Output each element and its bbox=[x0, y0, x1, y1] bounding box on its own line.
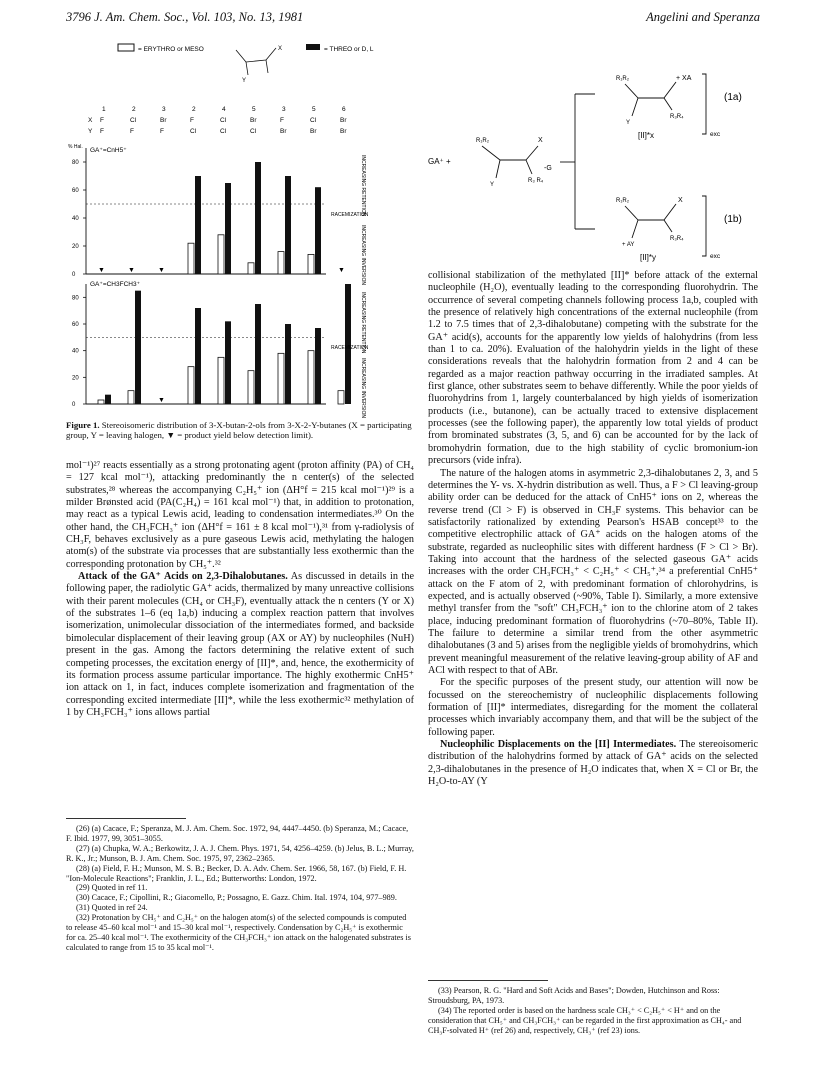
scheme-a-y: Y bbox=[626, 120, 631, 126]
substrate-x: Cl bbox=[130, 117, 137, 124]
scheme-label-1a: (1a) bbox=[724, 92, 742, 103]
bar-threo bbox=[105, 395, 111, 404]
below-detection-marker: ▼ bbox=[128, 267, 135, 274]
below-detection-marker: ▼ bbox=[158, 397, 165, 404]
legend-mol-y: Y bbox=[242, 78, 247, 84]
scheme-reactant-r3: R₃ R₄ bbox=[528, 178, 544, 184]
substrate-y: Br bbox=[310, 128, 317, 135]
side-inversion-bottom: INCREASING INVERSION bbox=[360, 358, 366, 419]
substrate-y: F bbox=[160, 128, 164, 135]
left-paragraph: mol⁻¹)²⁷ reacts essentially as a strong protonating agent (proton affinity (PA) of CH₄ = 127 kcal mol⁻¹), attacking predominantly the n center(s) of the selected substrates,²⁸ whereas the accompanying C₂H₅⁺ ion (ΔH°f = 215 kcal mol⁻¹)²⁹ is a milder Brønsted acid (PA(C₂H₄) = 161 kcal mol⁻¹) that, in addition to protonation, may react as a typical Lewis acid, leading to condensation intermediates.³⁰ On the other hand, the CH₃FCH₃⁺ ion (ΔH°f = 161 ± 8 kcal mol⁻¹),³¹ from γ-radiolysis of CH₃F, behaves exclusively as a pure gaseous Lewis acid, methylating the halogen atom(s) of the substrate via processes that are substantially less exothermic than the corresponding protonation by CH₅⁺.³² bbox=[66, 460, 414, 570]
side-racemization-bottom: RACEMIZATION bbox=[331, 345, 369, 351]
scheme-b-x: X bbox=[678, 197, 683, 204]
substrate-y: Cl bbox=[250, 128, 257, 135]
y-tick-label: 40 bbox=[72, 348, 79, 355]
legend-mol-x: X bbox=[278, 46, 283, 52]
right-footnotes bbox=[428, 986, 758, 1036]
bar-erythro bbox=[308, 254, 314, 274]
substrate-x: F bbox=[100, 117, 104, 124]
substrate-number: 2 bbox=[192, 106, 196, 113]
right-paragraph: collisional stabilization of the methylated [II]* before attack of the external nucleophile (H₂O), eventually leading to the corresponding fluorohydrin. The occurrence of several competing channels following process 1a,b, coupled with the presence of relatively high concentrations of the external nucleophile (from 1.2 to 7.5 times that of 2,3-dihalobutane) competing with the substrate for the GA⁺ acid(s), accounts for the apparently low yields of halohydrins (from less than 1 to ca. 20%). Evaluation of the halohydrin yields in the light of these considerations reveals that the halohydrin formation from 2 and 4 can be regarded as a major reaction pathway occurring in the irradiated samples. At first glance, other substrates seem to behave differently. While the poor yields of fluorohydrins from 1, largely counterbalanced by high yields of isomerization products (i.e., butanone), can be actually traced to extensive displacement processes (see the following paper), the apparently low total yields of product from brominated substrates (3, 5, and 6) can be accounted for by the lack of bromohydrin formation, due to the high stability of cyclic bromonium-ion precursors (vide infra). bbox=[428, 270, 758, 467]
right-section-paragraph bbox=[428, 739, 758, 788]
side-racemization-top: RACEMIZATION bbox=[331, 212, 369, 218]
bar-erythro bbox=[338, 391, 344, 404]
footnote: (28) (a) Field, F. H.; Munson, M. S. B.; Becker, D. A. Adv. Chem. Ser. 1966, 58, 167. (b) Field, F. H. "Ion-Molecule Reactions"; Franklin, J. L., Ed.; Butterworths: London, 1972. bbox=[66, 863, 407, 883]
scheme-reactant-y: Y bbox=[490, 182, 495, 188]
y-tick-label: 20 bbox=[72, 375, 79, 382]
right-paragraph: The nature of the halogen atoms in asymmetric 2,3-dihalobutanes 2, 3, and 5 determines the Y- vs. X-hydrin distribution as well. Thus, a F > Cl leaving-group ability order can be deduced for the attack of CnH5⁺ ions on 2, whereas the reverse trend (Cl > F) is observed in CH₃F systems. This behavior can be satisfactorily rationalized by extending Pearson's HSAB concept³³ to the competitive electrophilic attack of GA⁺ acids on the halogen atoms of the substrate, regarded as nucleophilic sites with different hardness (F > Cl > Br). Taking into account that the hardness of the selected gaseous GA⁺ acids increases with the order CH₃FCH₃⁺ < C₂H₅⁺ < CH₅⁺,³⁴ a preferential CnH5⁺ attack on the F atom of 2, with predominant formation of chlorohydrins, is expected, and is actually observed (~90%, Table I). Similarly, a more extensive methyl transfer from the "soft" CH₃FCH₃⁺ ion to the chlorine atom of 2 takes place, inducing predominant formation of fluorohydrins (~70–80%, Table II). The failure to determine a similar trend from the other asymmetric dihalobutanes (3 and 5) arises from the negligible yields of bromohydrins, which prevent meaningful measurement of the relative leaving-group ability of AF and ACl with respect to that of ABr. bbox=[428, 467, 758, 676]
bar-threo bbox=[255, 162, 261, 274]
scheme-ion-a: [II]*x bbox=[638, 131, 655, 140]
left-footnotes bbox=[66, 824, 414, 953]
y-tick-label: 40 bbox=[72, 216, 79, 222]
bar-erythro bbox=[248, 371, 254, 404]
substrate-y: Cl bbox=[220, 128, 227, 135]
bar-threo bbox=[285, 176, 291, 274]
substrate-number: 5 bbox=[252, 106, 256, 113]
bar-threo bbox=[255, 304, 261, 404]
side-inversion-top: INCREASING INVERSION bbox=[360, 225, 366, 286]
y-tick-label: 80 bbox=[72, 295, 79, 302]
substrate-x: F bbox=[280, 117, 284, 124]
right-paragraph: For the specific purposes of the present study, our attention will now be focussed on the stereochemistry of nucleophilic displacements following formation of [II]* intermediates, disregarding for the moment the collateral processes which invariably accompany them, and that will be the subject of the following paper. bbox=[428, 677, 758, 738]
reaction-scheme bbox=[420, 34, 770, 266]
bar-erythro bbox=[188, 243, 194, 274]
x-row-label: X bbox=[88, 117, 93, 124]
right-column bbox=[428, 270, 758, 788]
right-section-heading: Nucleophilic Displacements on the [II] Intermediates. bbox=[440, 739, 677, 751]
scheme-reactant-r1: R₁R₂ bbox=[476, 138, 490, 144]
substrate-number: 1 bbox=[102, 106, 106, 113]
substrate-y: Cl bbox=[190, 128, 197, 135]
bar-threo bbox=[135, 291, 141, 404]
running-header-left: 3796 J. Am. Chem. Soc., Vol. 103, No. 13, 1981 bbox=[66, 10, 304, 24]
substrate-y: Br bbox=[340, 128, 347, 135]
substrate-x: Br bbox=[160, 117, 167, 124]
y-tick-label: 80 bbox=[72, 160, 79, 166]
footnote: (31) Quoted in ref 24. bbox=[76, 903, 148, 913]
legend-molecule bbox=[236, 48, 276, 75]
bar-erythro bbox=[98, 400, 104, 404]
below-detection-marker: ▼ bbox=[158, 267, 165, 274]
right-section-text: The stereoisomeric distribution of the halohydrins formed by attack of GA⁺ acids on the selected 2,3-dihalobutanes in the presence of H₂O indicates that, when X = Cl or Br, the H₂O-to-AY (Y bbox=[428, 739, 758, 788]
substrate-x: Cl bbox=[220, 117, 227, 124]
substrate-table bbox=[100, 106, 347, 135]
footnote: (34) The reported order is based on the hardness scale CH₃⁺ < C₂H₅⁺ < H⁺ and on the consideration that CH₅⁺ and CH₃FCH₃⁺ can be regarded in the first approximation as CH₄- and CH₃F-solvated H⁺ (ref 26) and, respectively, CH₃⁺ (ref 23) ions. bbox=[428, 1005, 742, 1035]
panel-top-label: GA⁺=CnH5⁺ bbox=[90, 147, 127, 154]
footnote: (30) Cacace, F.; Cipollini, R.; Giacomello, P.; Possagno, E. Gazz. Chim. Ital. 1974, 104, 977–989. bbox=[76, 893, 397, 903]
scheme-ion-b: [II]*y bbox=[640, 253, 657, 262]
bar-threo bbox=[315, 328, 321, 404]
substrate-y: F bbox=[100, 128, 104, 135]
y-tick-label: 60 bbox=[72, 188, 79, 194]
y-tick-label: 0 bbox=[72, 272, 76, 278]
substrate-number: 6 bbox=[342, 106, 346, 113]
bar-threo bbox=[195, 176, 201, 274]
legend-threo-swatch bbox=[306, 44, 320, 50]
bar-threo bbox=[195, 308, 201, 404]
figure-1 bbox=[66, 40, 396, 420]
side-retention-bottom: INCREASING RETENTION bbox=[360, 292, 366, 354]
footnote-rule-right bbox=[428, 980, 548, 981]
scheme-reactant: GA⁺ + bbox=[428, 157, 451, 166]
scheme-label-1b: (1b) bbox=[724, 214, 742, 225]
bar-threo bbox=[345, 284, 351, 404]
panel-bottom bbox=[72, 284, 351, 408]
substrate-number: 2 bbox=[132, 106, 136, 113]
substrate-x: Cl bbox=[310, 117, 317, 124]
bar-erythro bbox=[218, 235, 224, 274]
scheme-a-r34: R₃R₄ bbox=[670, 114, 684, 120]
left-section-text: As discussed in details in the following paper, the radiolytic GA⁺ acids, thermalized by many unreactive collisions with their parent molecules (CH₄ or CH₃F), eventually attack the n centers (Y or X) of the substrates 1–6 (eq 1a,b) inducing a complex reaction pattern that involves isomerization, unimolecular dissociation of the intermediates formed, and backside bimolecular displacement of their leaving group (AX or AY) by nucleophiles (NuH) present in the gas. Among the factors determining the relative extent of such competing processes, the excitation energy of [II]*, and, hence, the exothermicity of its formation process assume particular importance. The highly exothermic CnH5⁺ ion attack on 1, in fact, induces complete isomerization and fragmentation of the corresponding excited intermediate [II]*, while the less exothermic³² methylation of 1 by CH₃FCH₃⁺ ions allows partial bbox=[66, 571, 414, 718]
substrate-number: 4 bbox=[222, 106, 226, 113]
caption-label: Figure 1. bbox=[66, 420, 100, 430]
substrate-x: Br bbox=[250, 117, 257, 124]
substrate-number: 3 bbox=[282, 106, 286, 113]
substrate-number: 5 bbox=[312, 106, 316, 113]
scheme-exc-a: exc bbox=[710, 131, 721, 138]
panel-bottom-label: GA⁺=CH3FCH3⁺ bbox=[90, 281, 141, 288]
scheme-b-r: R₁R₂ bbox=[616, 198, 630, 204]
side-retention-top: INCREASING RETENTION bbox=[360, 155, 366, 217]
legend-erythro-swatch bbox=[118, 44, 134, 51]
scheme-b-ay: + AY bbox=[622, 242, 635, 248]
bar-threo bbox=[225, 321, 231, 404]
scheme-b-r34: R₃R₄ bbox=[670, 236, 684, 242]
bar-erythro bbox=[128, 391, 134, 404]
substrate-x: Br bbox=[340, 117, 347, 124]
footnote: (26) (a) Cacace, F.; Speranza, M. J. Am. Chem. Soc. 1972, 94, 4447–4450. (b) Speranza, M.; Cacace, F. Ibid. 1977, 99, 3051–3055. bbox=[66, 824, 409, 843]
left-column bbox=[66, 460, 414, 719]
scheme-minus-g: -G bbox=[544, 165, 552, 172]
footnote: (29) Quoted in ref 11. bbox=[76, 883, 148, 893]
panel-top bbox=[72, 148, 345, 278]
scheme-a-r: R₁R₂ bbox=[616, 76, 630, 82]
scheme-exc-b: exc bbox=[710, 253, 721, 260]
running-header-right: Angelini and Speranza bbox=[646, 10, 760, 24]
bar-erythro bbox=[278, 353, 284, 404]
bar-threo bbox=[285, 324, 291, 404]
bar-erythro bbox=[308, 351, 314, 404]
left-section-heading: Attack of the GA⁺ Acids on 2,3-Dihalobutanes. bbox=[78, 571, 288, 583]
footnote-rule-left bbox=[66, 818, 186, 819]
left-section-paragraph bbox=[66, 571, 414, 719]
substrate-x: F bbox=[190, 117, 194, 124]
y-row-label: Y bbox=[88, 128, 93, 135]
bar-erythro bbox=[188, 367, 194, 404]
bar-threo bbox=[225, 183, 231, 274]
bar-erythro bbox=[218, 357, 224, 404]
scheme-a-xa: + XA bbox=[676, 75, 692, 82]
below-detection-marker: ▼ bbox=[338, 267, 345, 274]
footnote: (32) Protonation by CH₅⁺ and C₂H₅⁺ on the halogen atom(s) of the selected compounds is computed to release 45–60 kcal mol⁻¹ and 15–30 kcal mol⁻¹, respectively. Condensation by C₂H₅⁺ is exothermic for ca. 25–40 kcal mol⁻¹. The exothermicity of the CH₃FCH₃⁺ ion attack on the halogenated substrates is calculated to range from 15 to 35 kcal mol⁻¹. bbox=[66, 913, 411, 952]
y-tick-label: 0 bbox=[72, 402, 76, 408]
figure-caption bbox=[66, 420, 414, 441]
legend-threo-label: = THREO or D, L bbox=[324, 46, 374, 53]
y-tick-label: 20 bbox=[72, 244, 79, 250]
y-tick-label: 60 bbox=[72, 322, 79, 328]
footnote: (27) (a) Chupka, W. A.; Berkowitz, J. A. J. Chem. Phys. 1971, 54, 4256–4259. (b) Jelus, B. L.; Murray, R. K., Jr.; Munson, B. J. Am. Chem. Soc. 1975, 97, 2362–2365. bbox=[66, 843, 414, 863]
caption-text: Stereoisomeric distribution of 3-X-butan-2-ols from 3-X-2-Y-butanes (X = participating group, Y = leaving halogen, ▼ = product yield below detection limit). bbox=[66, 420, 412, 441]
y-axis-unit: % Hal. bbox=[68, 144, 83, 150]
substrate-number: 3 bbox=[162, 106, 166, 113]
legend-erythro-label: = ERYTHRO or MESO bbox=[138, 46, 204, 53]
bar-threo bbox=[315, 187, 321, 274]
substrate-y: Br bbox=[280, 128, 287, 135]
footnote: (33) Pearson, R. G. "Hard and Soft Acids and Bases"; Dowden, Hutchinson and Ross: Stroudsburg, PA, 1973. bbox=[428, 986, 720, 1005]
below-detection-marker: ▼ bbox=[98, 267, 105, 274]
bar-erythro bbox=[278, 252, 284, 274]
substrate-y: F bbox=[130, 128, 134, 135]
scheme-reactant-x: X bbox=[538, 137, 543, 144]
bar-erythro bbox=[248, 263, 254, 274]
